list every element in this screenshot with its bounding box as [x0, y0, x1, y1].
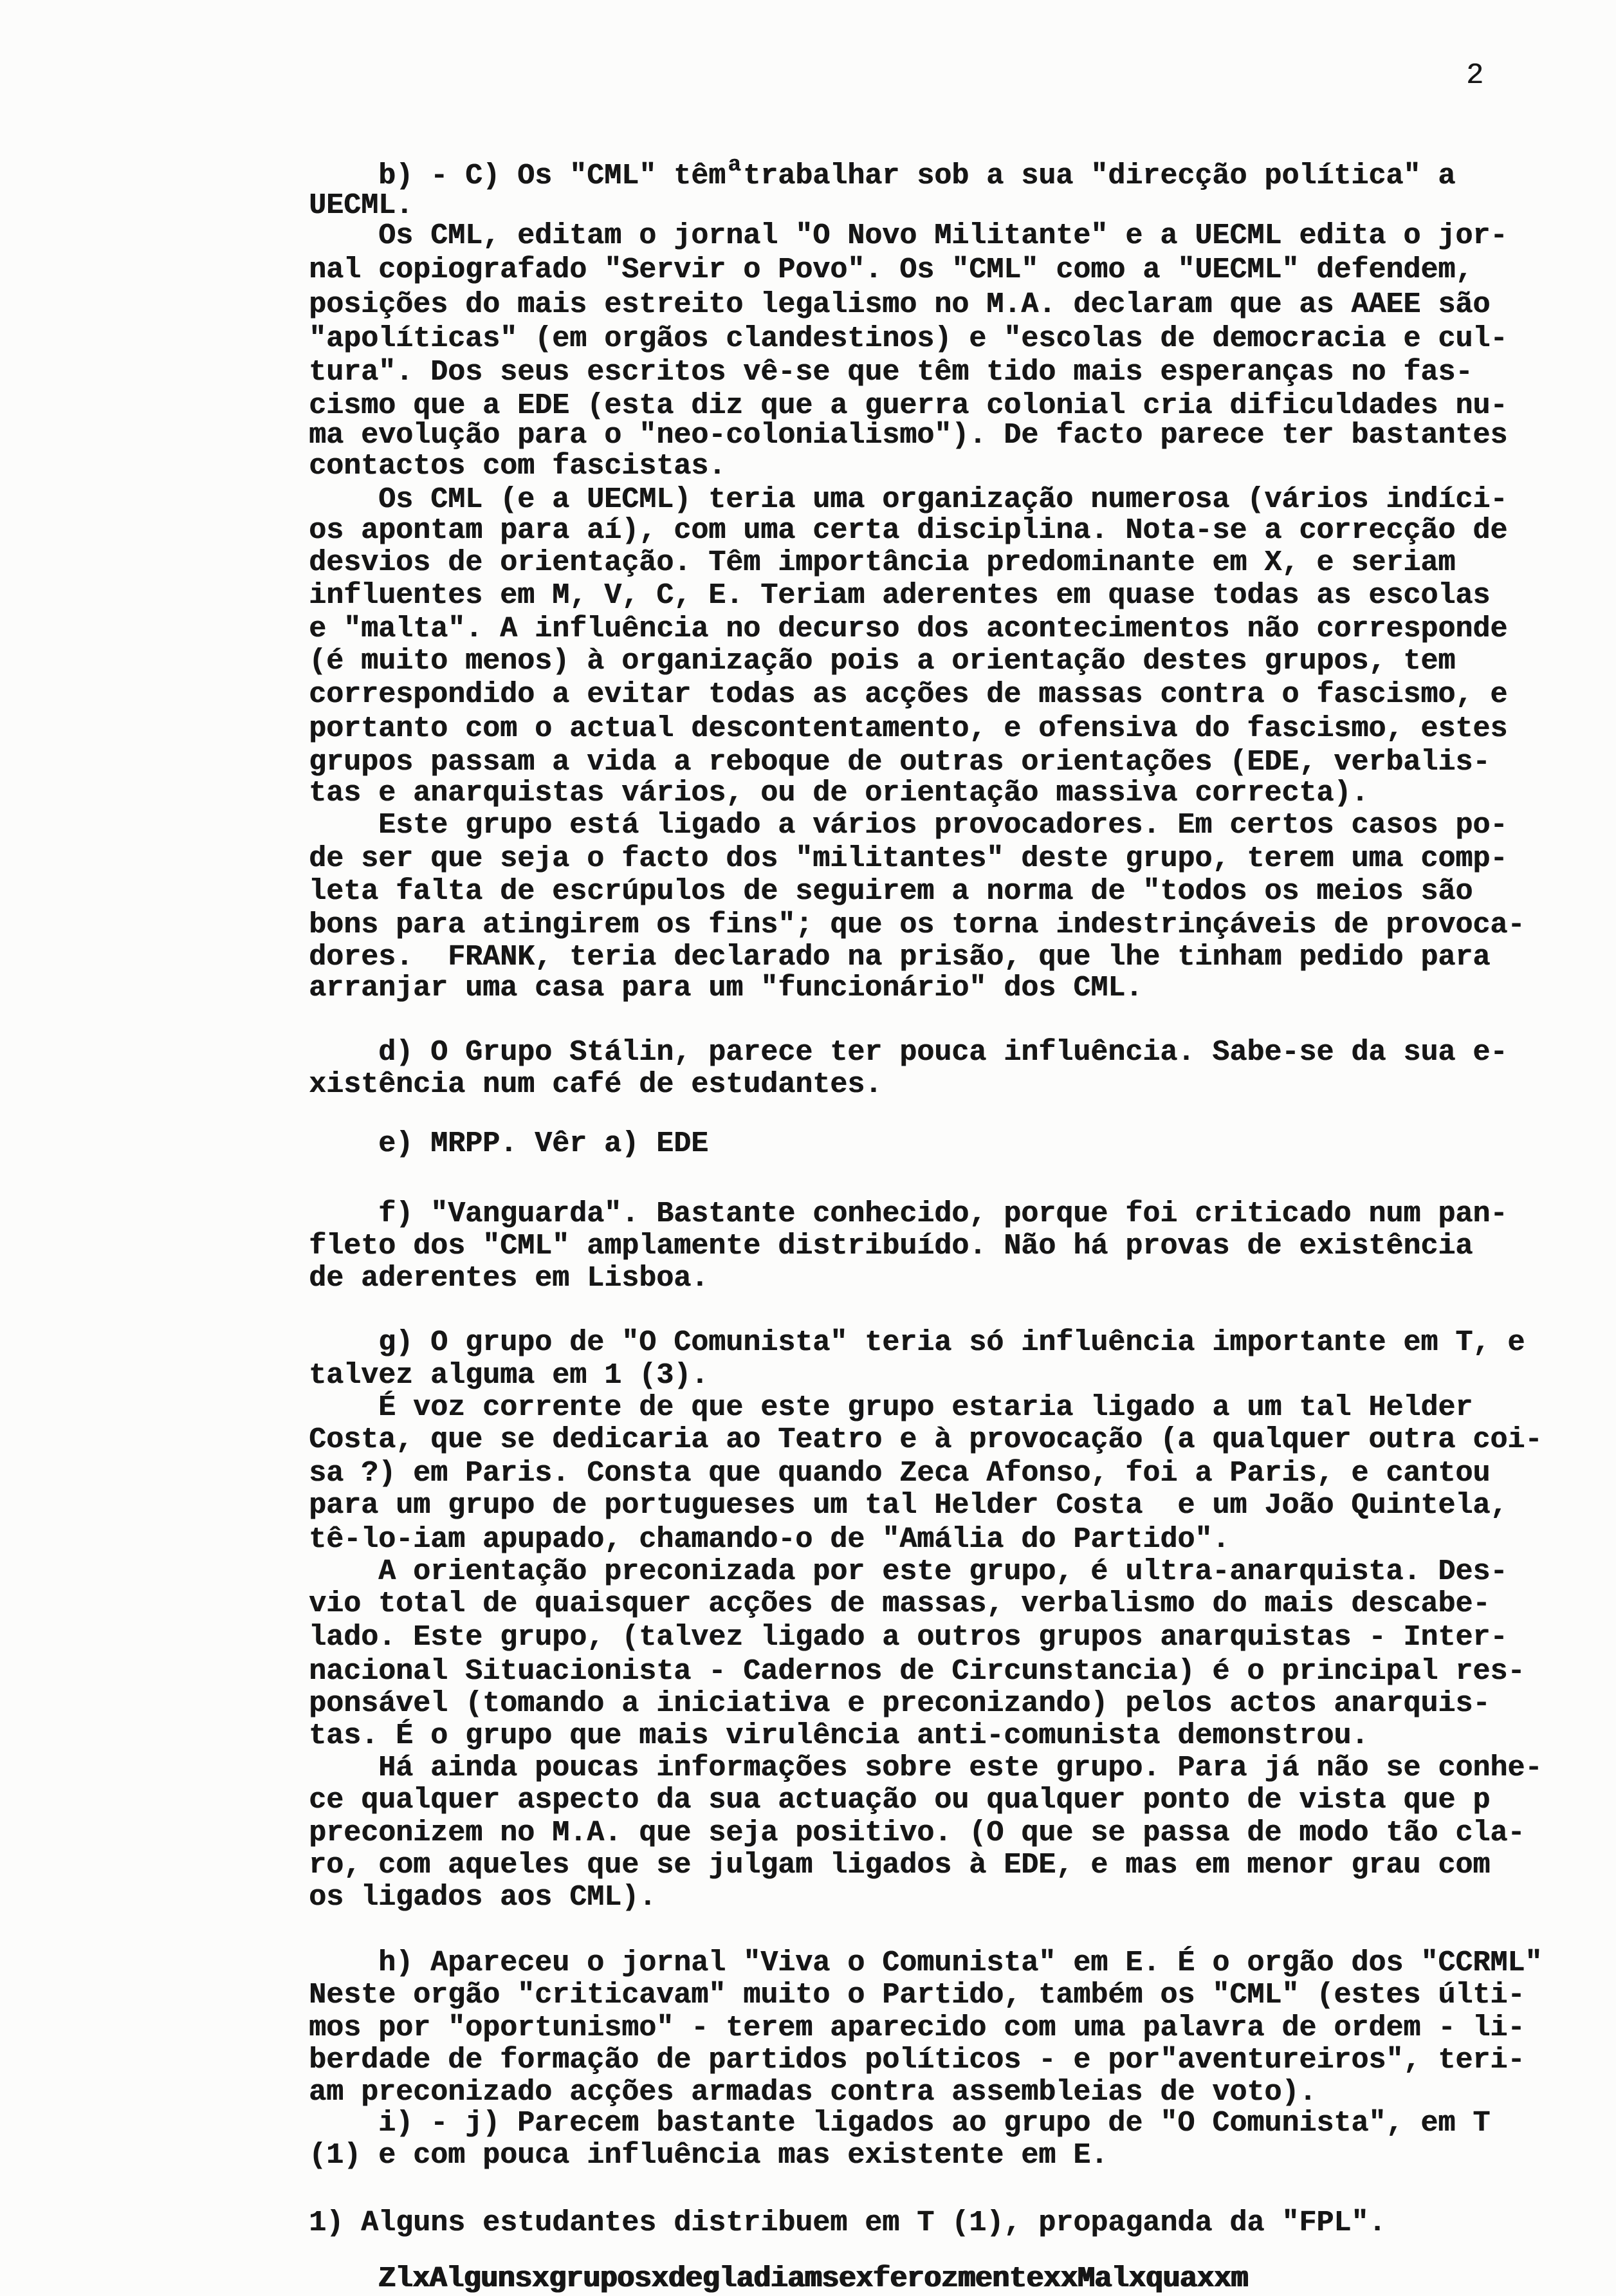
text-line: arranjar uma casa para um "funcionário" dos CML.: [309, 972, 1143, 1004]
text-line: os ligados aos CML).: [309, 1881, 657, 1914]
text-line: UECML.: [309, 189, 414, 222]
text-line: berdade de formação de partidos políticos - e por"aventureiros", teri-: [309, 2044, 1525, 2077]
text-line: fleto dos "CML" amplamente distribuído. Não há provas de existência: [309, 1230, 1473, 1263]
text-line: preconizem no M.A. que seja positivo. (O que se passa de modo tão cla-: [309, 1817, 1525, 1849]
text-line: (1) e com pouca influência mas existente em E.: [309, 2139, 1108, 2172]
text-line: portanto com o actual descontentamento, e ofensiva do fascismo, estes: [309, 712, 1508, 745]
text-line: talvez alguma em 1 (3).: [309, 1359, 709, 1392]
text-line: os apontam para aí), com uma certa disciplina. Nota-se a correcção de: [309, 514, 1508, 547]
text-line: vio total de quaisquer acções de massas, verbalismo do mais descabe-: [309, 1588, 1491, 1620]
text-line: grupos passam a vida a reboque de outras orientações (EDE, verbalis-: [309, 746, 1491, 779]
text-line: lado. Este grupo, (talvez ligado a outros grupos anarquistas - Inter-: [309, 1621, 1508, 1654]
inserted-superscript: a: [728, 153, 741, 178]
text-line: de aderentes em Lisboa.: [309, 1262, 709, 1295]
text-line: Costa, que se dedicaria ao Teatro e à provocação (a qualquer outra coi-: [309, 1423, 1543, 1456]
text-line: sa ?) em Paris. Consta que quando Zeca Afonso, foi a Paris, e cantou: [309, 1457, 1491, 1490]
section-e-line: e) MRPP. Vêr a) EDE: [378, 1127, 709, 1160]
text-line: influentes em M, V, C, E. Teriam aderentes em quase todas as escolas: [309, 579, 1491, 612]
page-number: 2: [1466, 59, 1484, 92]
text-line: desvios de orientação. Têm importância predominante em X, e seriam: [309, 546, 1456, 579]
text-line: para um grupo de portugueses um tal Helder Costa e um João Quintela,: [309, 1489, 1508, 1522]
section-b-first-line: [378, 153, 1456, 194]
text-line: xistência num café de estudantes.: [309, 1068, 883, 1101]
section-h-line: h) Apareceu o jornal "Viva o Comunista" em E. É o orgão dos "CCRML": [378, 1947, 1543, 1979]
text-line: e "malta". A influência no decurso dos acontecimentos não corresponde: [309, 613, 1508, 645]
text-line: ma evolução para o "neo-colonialismo"). De facto parece ter bastantes: [309, 419, 1508, 452]
section-f-line: f) "Vanguarda". Bastante conhecido, porque foi criticado num pan-: [378, 1198, 1508, 1230]
text-line: mos por "oportunismo" - terem aparecido com uma palavra de ordem - li-: [309, 2012, 1525, 2044]
text-line: Neste orgão "criticavam" muito o Partido, também os "CML" (estes últi-: [309, 1979, 1525, 2012]
text-line: tura". Dos seus escritos vê-se que têm tido mais esperanças no fas-: [309, 356, 1473, 389]
text-line: dores. FRANK, teria declarado na prisão, que lhe tinham pedido para: [309, 941, 1491, 974]
text-line: A orientação preconizada por este grupo, é ultra-anarquista. Des-: [378, 1555, 1508, 1588]
text-line: ponsável (tomando a iniciativa e preconizando) pelos actos anarquis-: [309, 1687, 1491, 1720]
section-l-line: 1) Alguns estudantes distribuem em T (1), propaganda da "FPL".: [309, 2207, 1386, 2239]
text-line: cismo que a EDE (esta diz que a guerra colonial cria dificuldades nu-: [309, 389, 1508, 422]
text-line: ro, com aqueles que se julgam ligados à EDE, e mas em menor grau com: [309, 1849, 1491, 1882]
text-line: bons para atingirem os fins"; que os torna indestrinçáveis de provoca-: [309, 909, 1525, 941]
struck-out-line: ZlxAlgunsxgruposxdegladiamsexferozmentexxMalxquaxxm: [378, 2263, 1248, 2295]
text-line: de ser que seja o facto dos "militantes" deste grupo, terem uma comp-: [309, 842, 1508, 875]
first-line-text: b) - C) Os "CML" têm: [378, 160, 726, 192]
text-line: Os CML, editam o jornal "O Novo Militante" e a UECML edita o jor-: [378, 219, 1508, 252]
text-line: tas. É o grupo que mais virulência anti-comunista demonstrou.: [309, 1719, 1369, 1752]
text-line: contactos com fascistas.: [309, 450, 726, 483]
section-ij-line: i) - j) Parecem bastante ligados ao grupo de "O Comunista", em T: [378, 2107, 1491, 2140]
text-line: am preconizado acções armadas contra assembleias de voto).: [309, 2076, 1317, 2109]
text-line: "apolíticas" (em orgãos clandestinos) e "escolas de democracia e cul-: [309, 322, 1508, 355]
text-line: tê-lo-iam apupado, chamando-o de "Amália do Partido".: [309, 1523, 1230, 1556]
text-line: Os CML (e a UECML) teria uma organização numerosa (vários indíci-: [378, 483, 1508, 516]
text-line: (é muito menos) à organização pois a orientação destes grupos, tem: [309, 645, 1456, 678]
text-line: É voz corrente de que este grupo estaria ligado a um tal Helder: [378, 1391, 1473, 1424]
text-line: posições do mais estreito legalismo no M.A. declaram que as AAEE são: [309, 288, 1491, 321]
text-line: leta falta de escrúpulos de seguirem a norma de "todos os meios são: [309, 875, 1473, 908]
text-line: Este grupo está ligado a vários provocadores. Em certos casos po-: [378, 809, 1508, 842]
section-g-line: g) O grupo de "O Comunista" teria só influência importante em T, e: [378, 1326, 1525, 1359]
text-line: Há ainda poucas informações sobre este grupo. Para já não se conhe-: [378, 1752, 1543, 1784]
text-line: ce qualquer aspecto da sua actuação ou qualquer ponto de vista que p: [309, 1784, 1491, 1817]
text-line: nal copiografado "Servir o Povo". Os "CML" como a "UECML" defendem,: [309, 254, 1473, 286]
text-line: tas e anarquistas vários, ou de orientação massiva correcta).: [309, 777, 1369, 810]
first-line-text-continued: trabalhar sob a sua "direcção política" a: [743, 160, 1456, 192]
text-line: nacional Situacionista - Cadernos de Circunstancia) é o principal res-: [309, 1655, 1525, 1688]
section-d-line: d) O Grupo Stálin, parece ter pouca influência. Sabe-se da sua e-: [378, 1036, 1508, 1069]
text-line: correspondido a evitar todas as acções de massas contra o fascismo, e: [309, 678, 1508, 711]
